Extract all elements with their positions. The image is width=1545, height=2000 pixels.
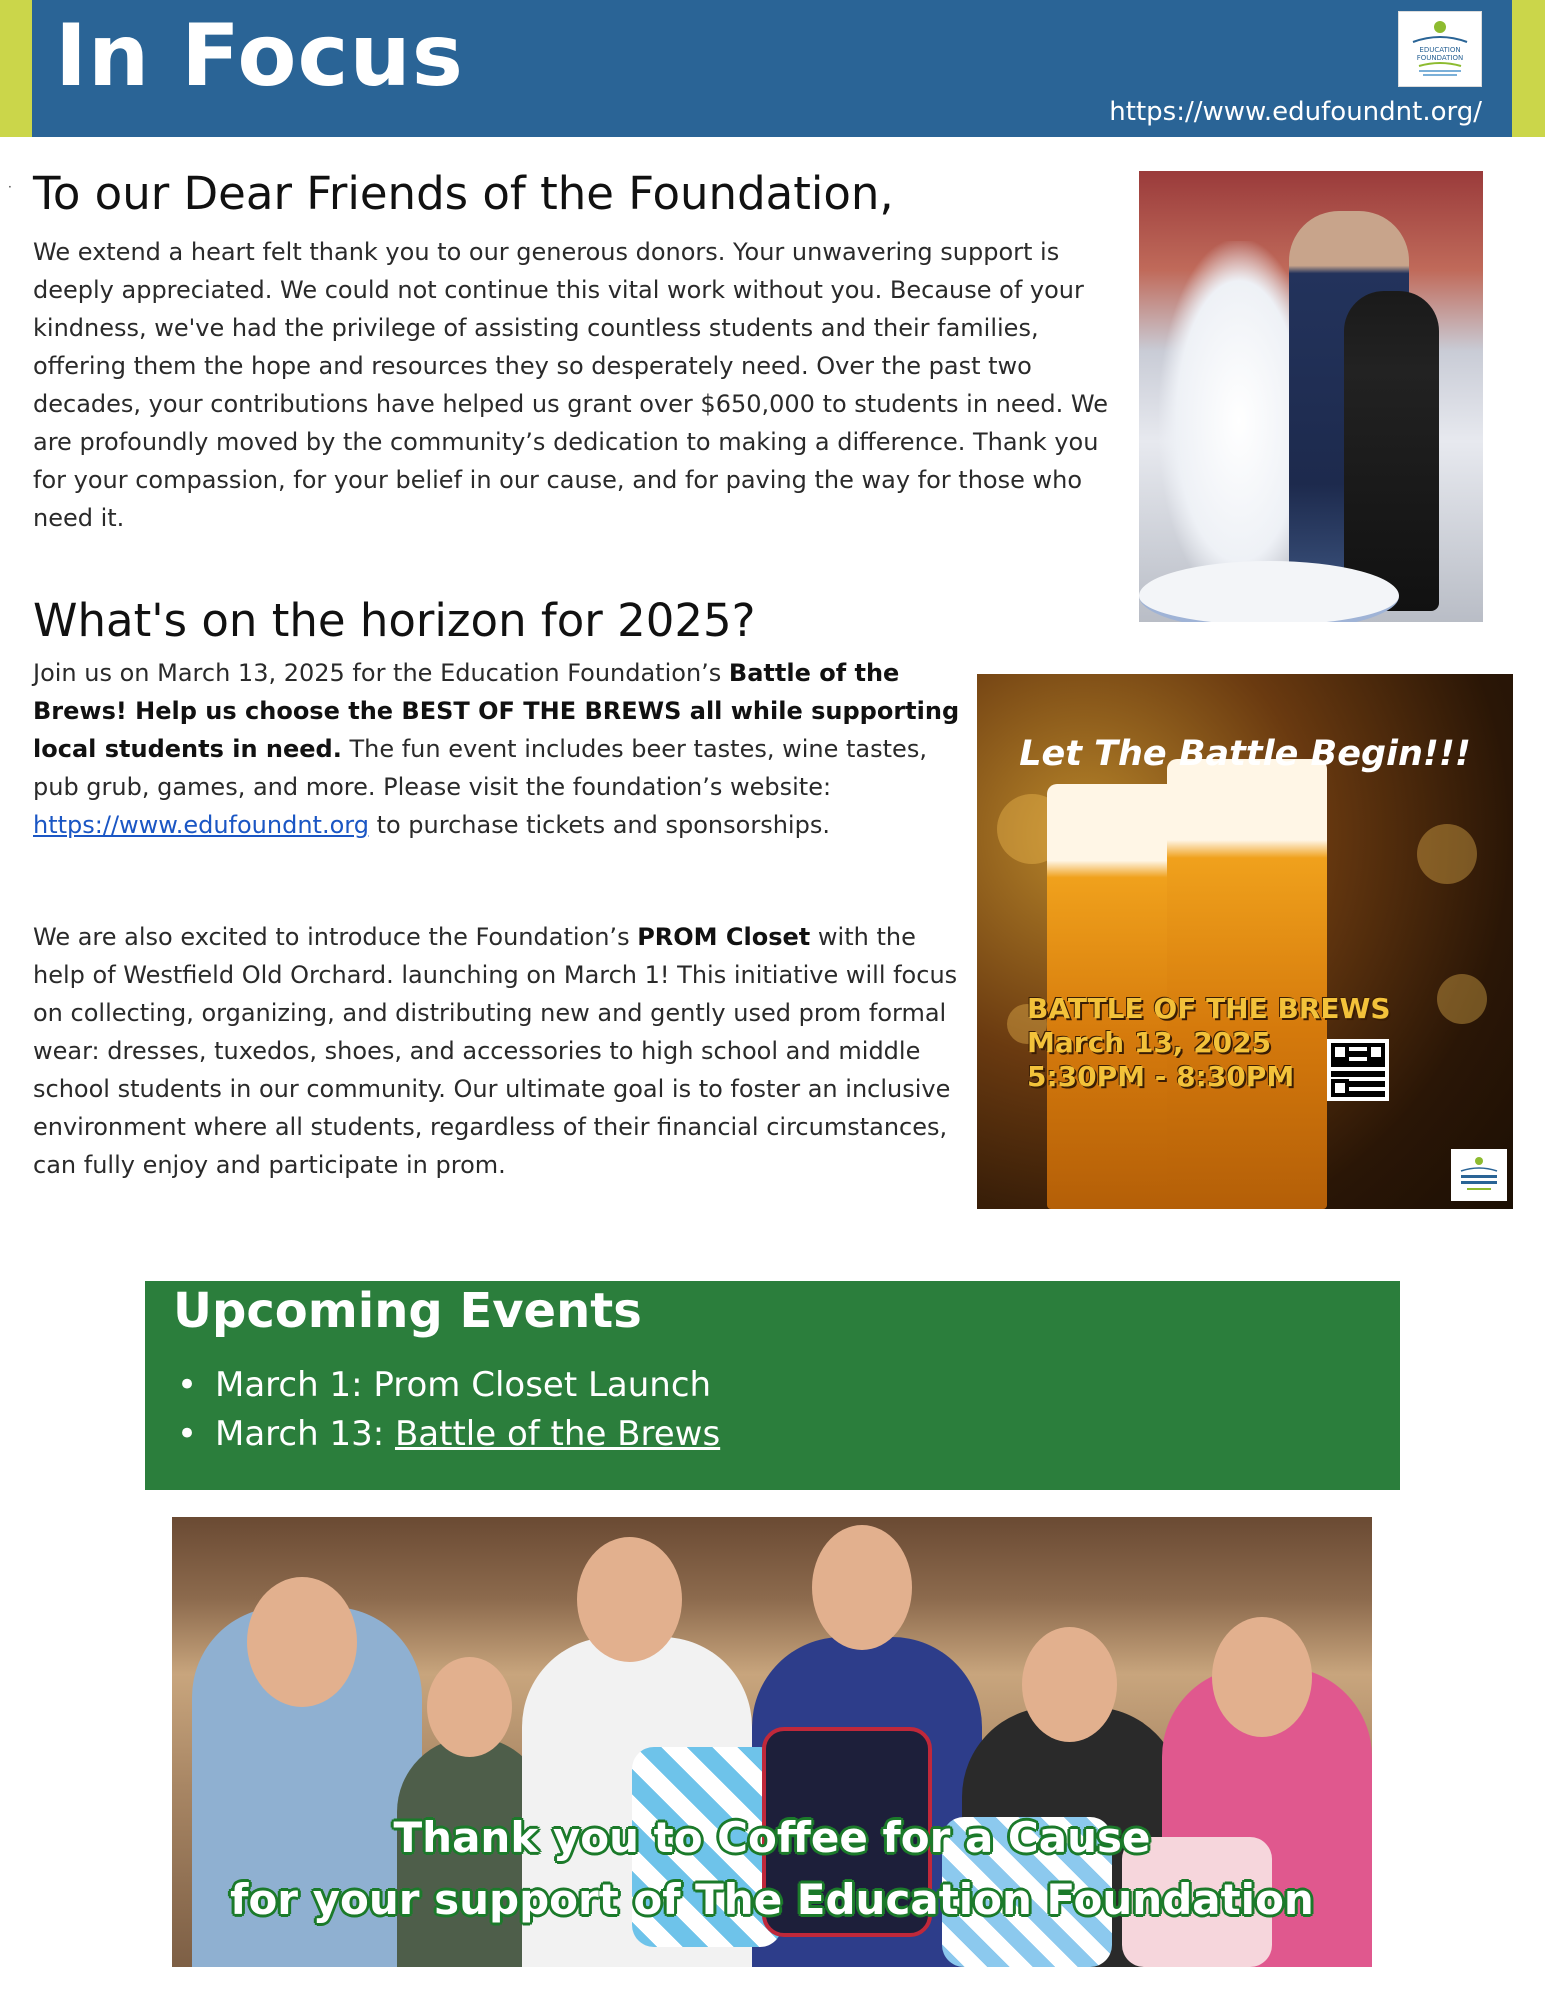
battle-text-b: The fun event includes beer tastes, wine tastes, pub grub, games, and more. Please visit the foundation’s website:	[33, 735, 927, 801]
bokeh-light	[1437, 974, 1487, 1024]
photo-caption-line1: Thank you to Coffee for a Cause	[393, 1813, 1151, 1862]
events-list	[177, 1361, 720, 1459]
event-link[interactable]: Battle of the Brews	[394, 1414, 721, 1454]
face-shape	[577, 1537, 682, 1662]
horizon-heading: What's on the horizon for 2025?	[33, 594, 756, 647]
letter-heading: To our Dear Friends of the Foundation,	[33, 167, 894, 220]
face-shape	[247, 1577, 357, 1707]
list-item	[177, 1410, 720, 1459]
face-shape	[1022, 1627, 1117, 1742]
prom-text-bold: PROM Closet	[637, 923, 811, 951]
flyer-time: 5:30PM - 8:30PM	[1027, 1060, 1295, 1093]
stray-dot: ·	[8, 180, 12, 194]
header-url[interactable]: https://www.edufoundnt.org/	[1109, 97, 1482, 127]
coffee-for-a-cause-photo	[172, 1517, 1372, 1967]
battle-text-bold: Battle of the Brews! Help us choose the BEST OF THE BREWS all while supporting local students in need.	[33, 659, 960, 763]
beer-glass-right	[1167, 759, 1327, 1209]
battle-text-c: to purchase tickets and sponsorships.	[368, 811, 830, 839]
battle-text-a: Join us on March 13, 2025 for the Education Foundation’s	[33, 659, 729, 687]
letter-body: We extend a heart felt thank you to our generous donors. Your unwavering support is deeply appreciated. We could not continue this vital work without you. Because of your kindness, we've had the privilege of assisting countless students and their families, offering them the hope and resources they so desperately need. Over the past two decades, your contributions have helped us grant over $650,000 to students in need. We are profoundly moved by the community’s dedication to making a difference. Thank you for your compassion, for your belief in our cause, and for paving the way for those who need it.	[33, 238, 1108, 532]
bokeh-light	[1417, 824, 1477, 884]
photo-caption-line2: for your support of The Education Foundation	[230, 1875, 1314, 1924]
foundation-logo-icon	[1405, 18, 1475, 80]
child-figure	[1344, 291, 1439, 611]
event-date: March 13:	[215, 1414, 395, 1454]
flyer-event-name: BATTLE OF THE BREWS	[1027, 992, 1391, 1025]
battle-paragraph	[33, 654, 973, 844]
svg-text:EDUCATION: EDUCATION	[1419, 46, 1461, 54]
face-shape	[1212, 1617, 1312, 1737]
prom-text-b: with the help of Westfield Old Orchard. launching on March 1! This initiative will focus on collecting, organizing, and distributing new and gently used prom formal wear: dresses, tuxedos, shoes, and accessories to high school and middle school students in our community. Our ultimate goal is to foster an inclusive environment where all students, regardless of their financial circumstances, can fully enjoy and participate in prom.	[33, 923, 958, 1179]
prom-text-a: We are also excited to introduce the Foundation’s	[33, 923, 638, 951]
christmas-tree-photo	[1139, 171, 1483, 622]
foundation-logo-icon	[1455, 1153, 1503, 1197]
tree-skirt	[1139, 561, 1399, 622]
events-title: Upcoming Events	[173, 1283, 642, 1339]
list-item	[177, 1361, 720, 1410]
face-shape	[812, 1525, 912, 1650]
flyer-date: March 13, 2025	[1027, 1026, 1272, 1059]
svg-text:FOUNDATION: FOUNDATION	[1416, 54, 1464, 62]
qr-code-icon[interactable]	[1327, 1039, 1389, 1101]
flyer-foundation-logo	[1451, 1149, 1507, 1201]
flyer-headline: Let The Battle Begin!!!	[1019, 734, 1471, 774]
face-shape	[427, 1657, 512, 1757]
battle-of-brews-flyer	[977, 674, 1513, 1209]
event-label: Prom Closet Launch	[373, 1365, 712, 1405]
header-banner	[32, 0, 1512, 137]
event-date: March 1:	[215, 1365, 374, 1405]
foundation-logo	[1398, 11, 1482, 87]
upcoming-events-box	[145, 1281, 1400, 1490]
header-left-accent	[0, 0, 32, 137]
header-right-accent	[1512, 0, 1545, 137]
page-title: In Focus	[55, 6, 464, 106]
prom-paragraph	[33, 918, 973, 1184]
website-link[interactable]: https://www.edufoundnt.org	[33, 811, 369, 839]
